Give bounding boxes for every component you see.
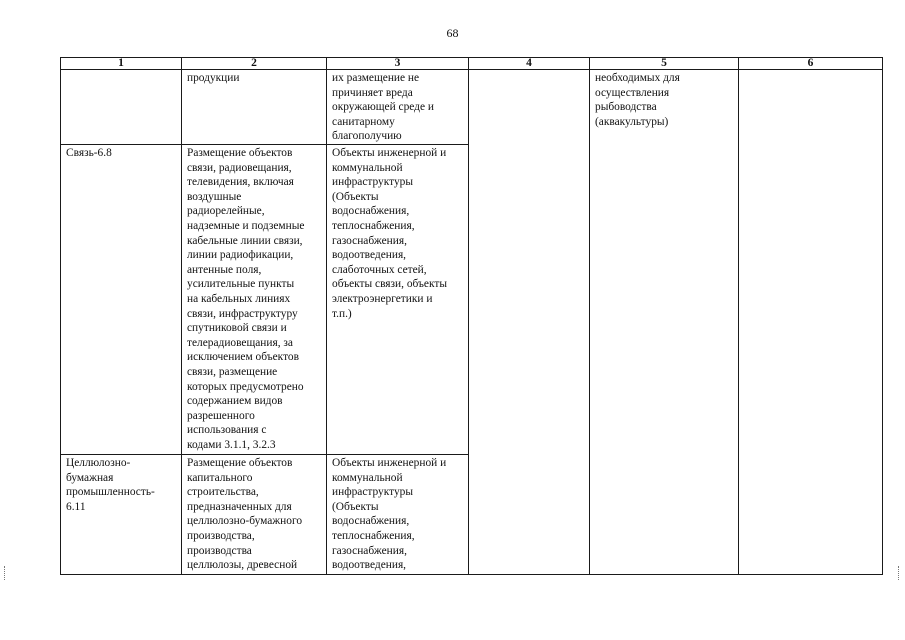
column-header-2: 2 [182,58,327,70]
table-cell [182,145,327,455]
cell-text: Связь-6.8 [66,147,112,159]
column-header-3: 3 [327,58,469,70]
cell-text: Объекты инженерной и коммунальной инфраструктуры (Объекты водоснабжения, теплоснабжения, газоснабжения, водоотведения, [332,457,447,572]
table-cell [61,455,182,575]
cell-text: Целлюлозно- бумажная промышленность- 6.11 [66,457,155,513]
table-cell [182,70,327,145]
column-header-1: 1 [61,58,182,70]
table-cell [61,70,182,145]
table-cell [590,70,739,575]
column-header-6: 6 [739,58,883,70]
scan-edge-mark-right [898,566,902,580]
cell-text: их размещение не причиняет вреда окружающей среде и санитарному благополучию [332,72,434,143]
cell-text: Объекты инженерной и коммунальной инфраструктуры (Объекты водоснабжения, теплоснабжения, газоснабжения, водоотведения, слаботочных сетей, объекты связи, объекты электроэнергетики и т.п.) [332,147,447,320]
table-row [61,70,883,145]
table-cell [327,70,469,145]
table-header-row [61,58,883,70]
column-header-4: 4 [469,58,590,70]
cell-text: необходимых для осуществления рыбоводства (аквакультуры) [595,72,680,128]
table-cell [739,70,883,575]
cell-text: продукции [187,72,240,84]
cell-text: Размещение объектов капитального строительства, предназначенных для целлюлозно-бумажного производства, производства целлюлозы, древесной [187,457,303,572]
scan-edge-mark-left [4,566,8,580]
table-cell [182,455,327,575]
table-cell [327,145,469,455]
table-cell [327,455,469,575]
cell-text: Размещение объектов связи, радиовещания, телевидения, включая воздушные радиорелейные, надземные и подземные кабельные линии связи, линии радиофикации, антенные поля, усилительные пункты на кабельных линиях связи, инфраструктуру спутниковой связи и телерадиовещания, за исключением объектов связи, размещение которых предусмотрено содержанием видов разрешенного использования с кодами 3.1.1, 3.2.3 [187,147,305,451]
column-header-5: 5 [590,58,739,70]
regulations-table [60,57,883,575]
page-number: 68 [446,26,459,40]
table-cell [61,145,182,455]
table-cell [469,70,590,575]
